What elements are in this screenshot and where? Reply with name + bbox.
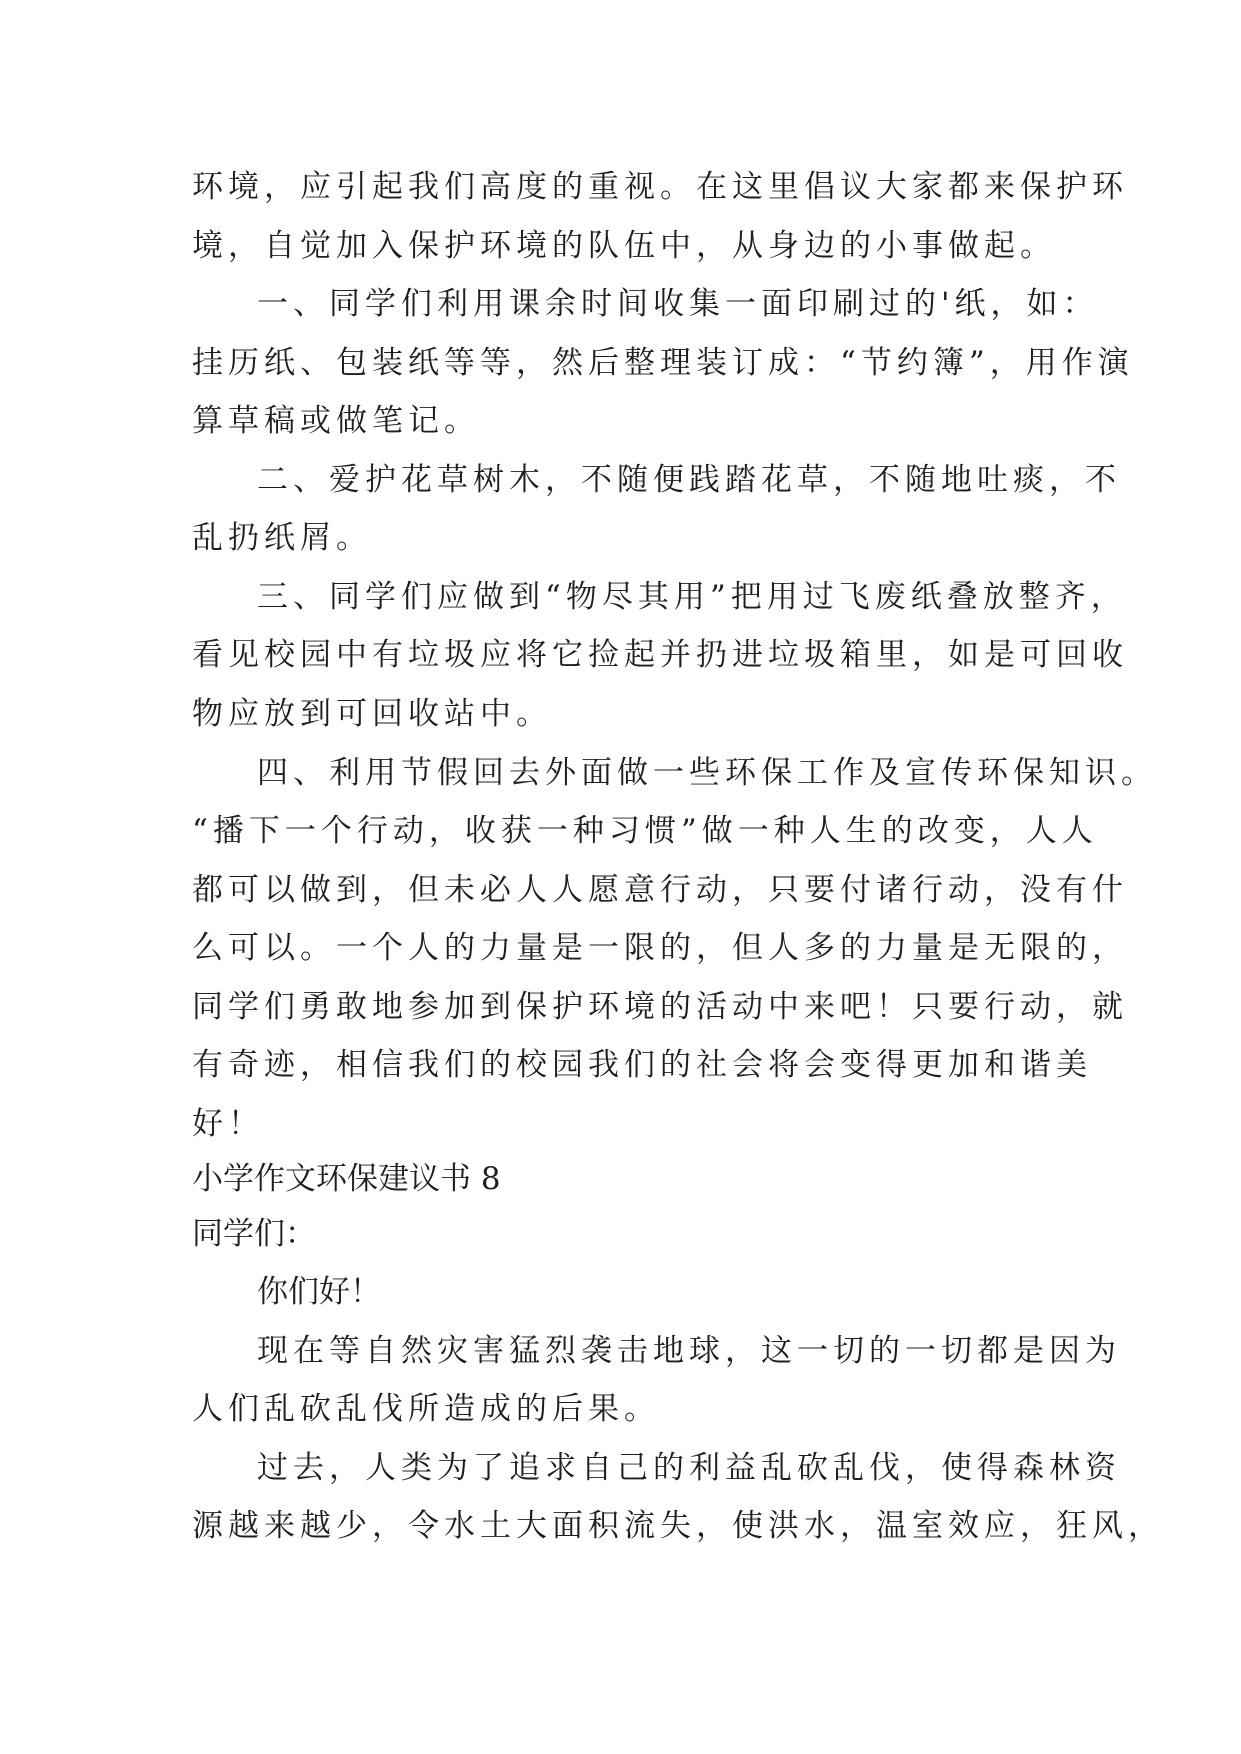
text-line: 环境，应引起我们高度的重视。在这里倡议大家都来保护环 [192,169,1128,205]
salutation: 同学们： [192,1216,316,1252]
text-line: 四、利用节假回去外面做一些环保工作及宣传环保知识。 [257,755,1157,791]
section-heading: 小学作文环保建议书 8 [192,1161,501,1197]
text-line: 都可以做到，但未必人人愿意行动，只要付诸行动，没有什 [192,872,1128,908]
text-line: 一、同学们利用课余时间收集一面印刷过的'纸，如： [257,286,1099,322]
text-line: 同学们勇敢地参加到保护环境的活动中来吧！只要行动，就 [192,989,1128,1025]
text-line: 现在等自然灾害猛烈袭击地球，这一切的一切都是因为 [257,1333,1121,1369]
text-line: 乱扔纸屑。 [192,520,372,556]
text-line: 么可以。一个人的力量是一限的，但人多的力量是无限的， [192,930,1128,966]
text-line: 二、爱护花草树木，不随便践踏花草，不随地吐痰，不 [257,462,1121,498]
text-line: 有奇迹，相信我们的校园我们的社会将会变得更加和谐美 [192,1047,1092,1083]
text-line: 过去，人类为了追求自己的利益乱砍乱伐，使得森林资 [257,1450,1121,1486]
text-line: 算草稿或做笔记。 [192,403,480,439]
text-line: “播下一个行动，收获一种习惯”做一种人生的改变，人人 [192,813,1098,849]
greeting: 你们好！ [257,1274,381,1310]
text-line: 好！ [192,1106,264,1142]
text-line: 物应放到可回收站中。 [192,696,552,732]
text-line: 看见校园中有垃圾应将它捡起并扔进垃圾箱里，如是可回收 [192,637,1128,673]
text-line: 人们乱砍乱伐所造成的后果。 [192,1391,660,1427]
text-line: 境，自觉加入保护环境的队伍中，从身边的小事做起。 [192,228,1056,264]
text-line: 源越来越少，令水土大面积流失，使洪水，温室效应，狂风， [192,1508,1164,1544]
text-line: 挂历纸、包装纸等等，然后整理装订成：“节约簿”，用作演 [192,345,1134,381]
text-line: 三、同学们应做到“物尽其用”把用过飞废纸叠放整齐， [257,579,1127,615]
